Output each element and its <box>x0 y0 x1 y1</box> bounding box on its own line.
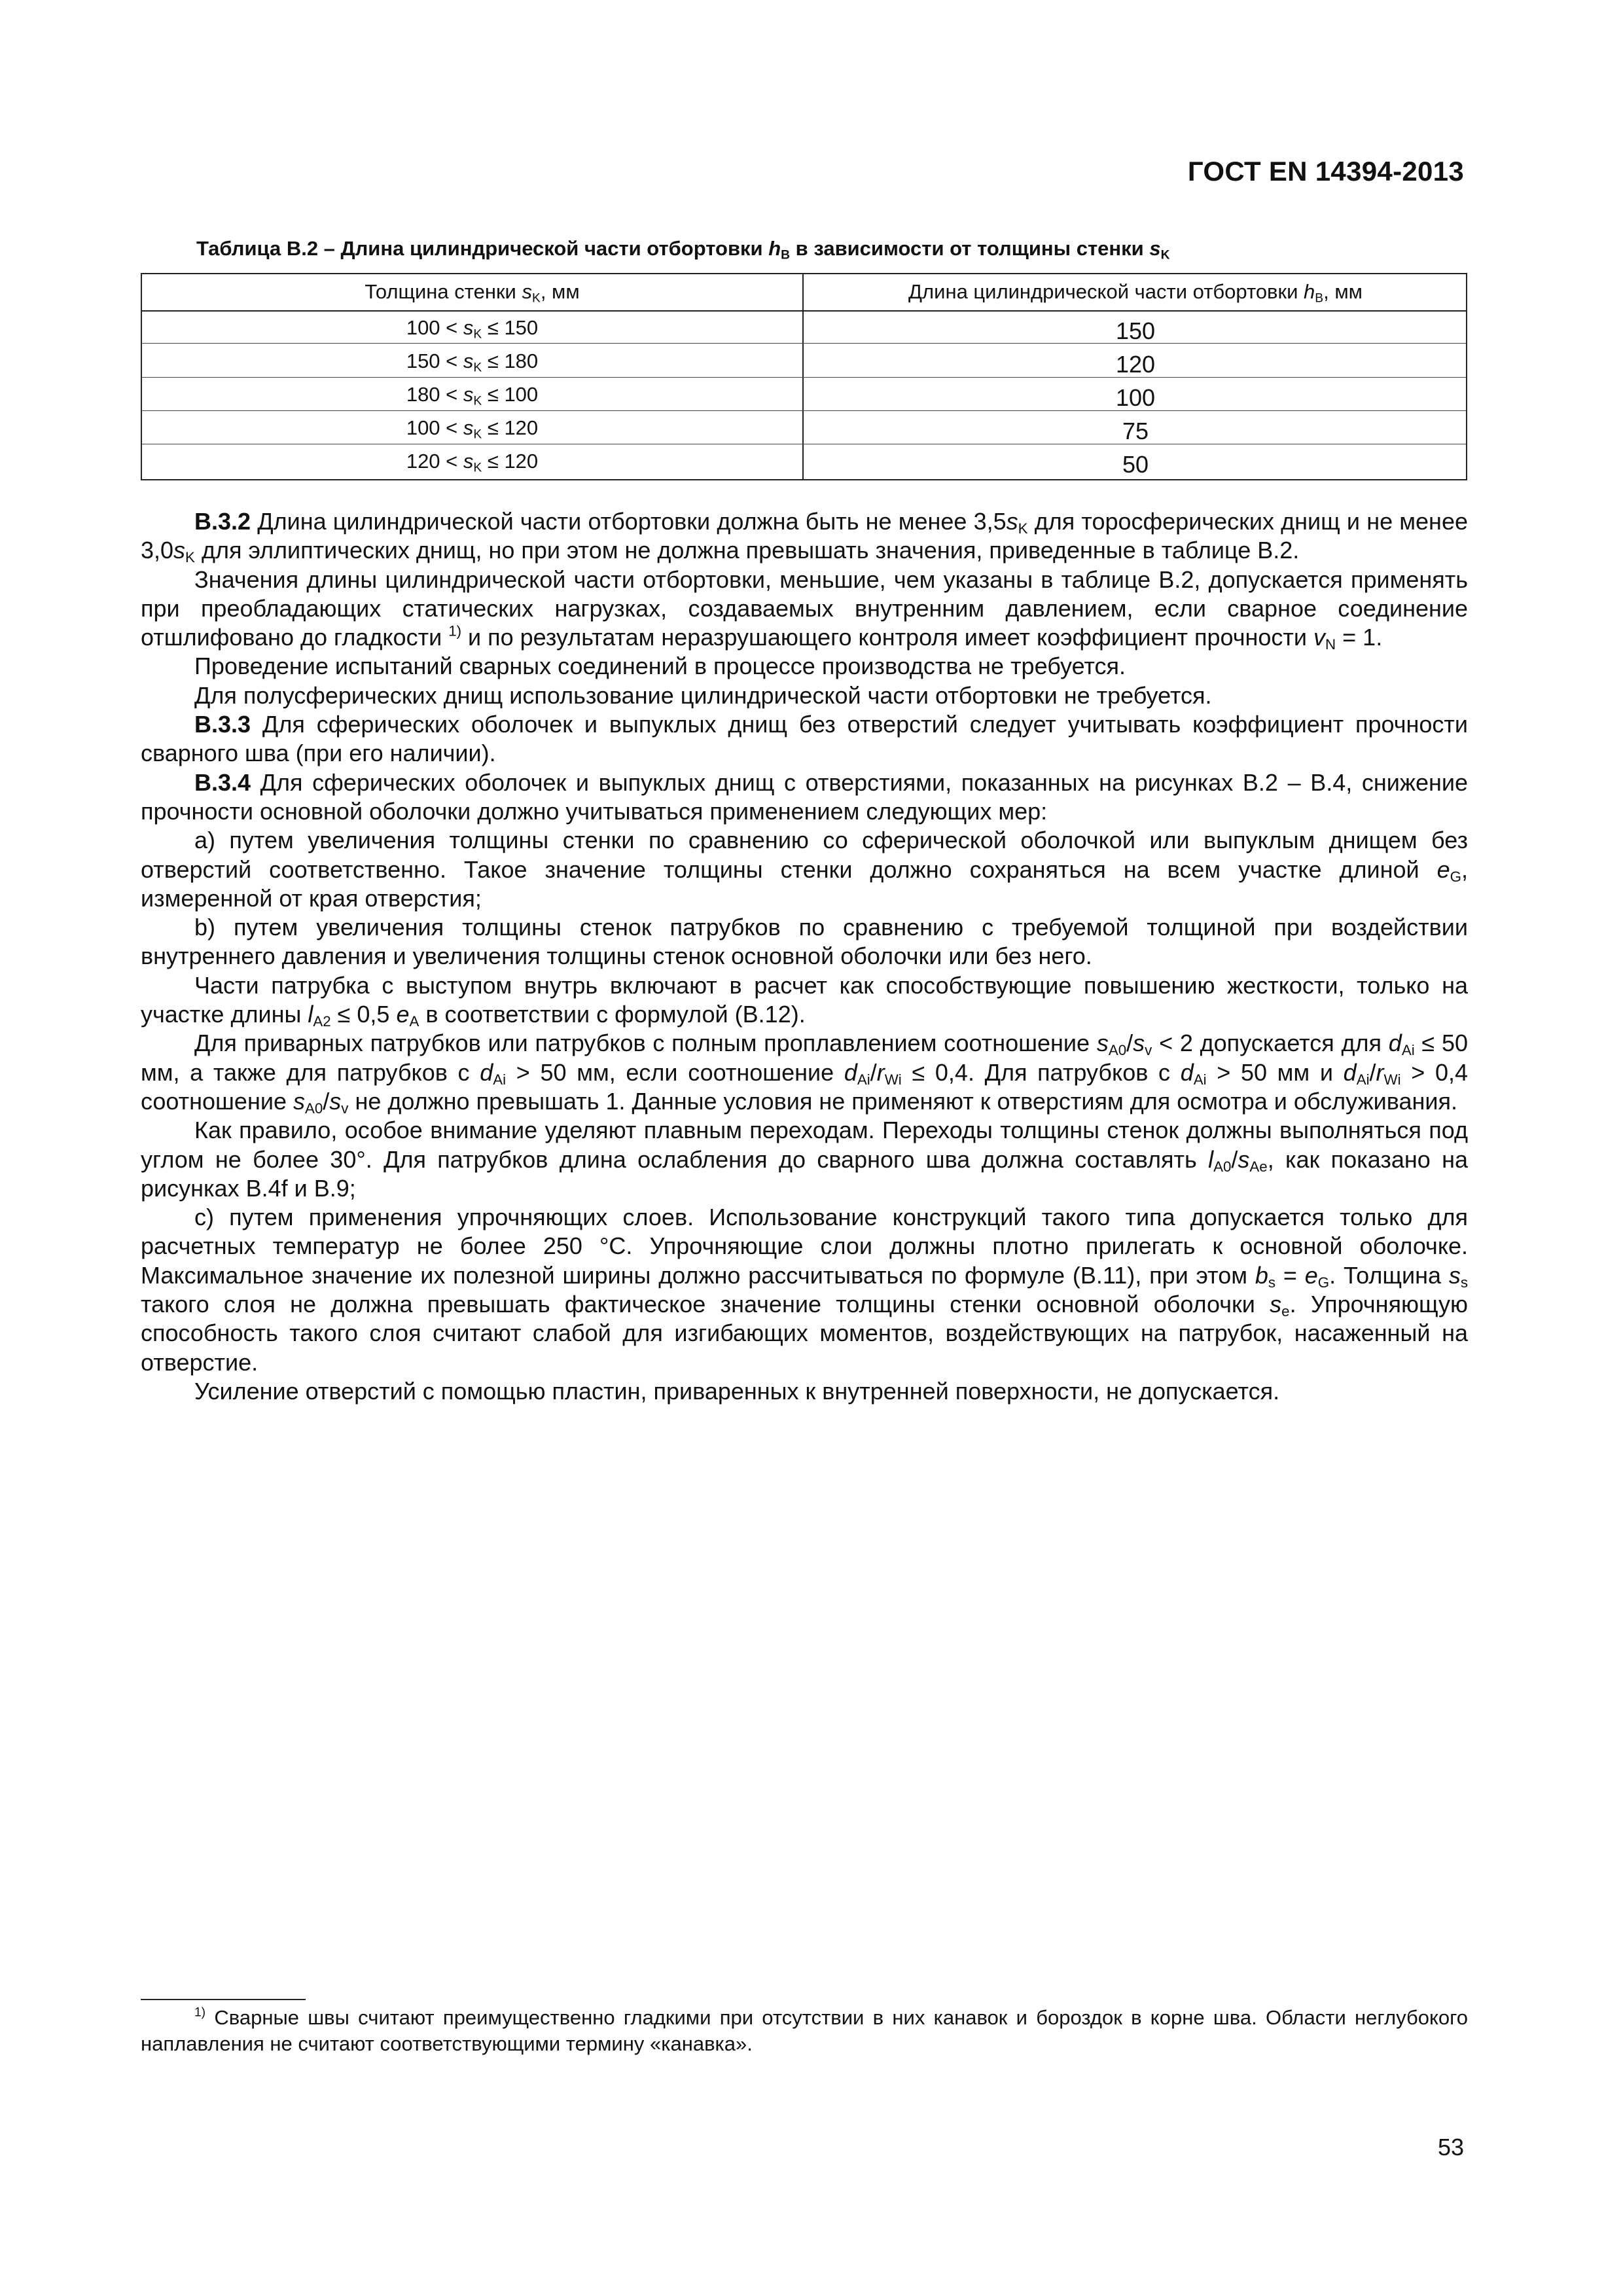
table-row-value: 150 <box>1115 317 1156 344</box>
table-row-value: 100 <box>1115 384 1156 411</box>
footnote: $^{1)}$ Сварные швы считают преимущественно гладкими при отсутствии в них канавок и бороздок в корне шва. Области неглубокого наплавления не считают соответствующими термину «канавка». <box>141 2005 1468 2055</box>
table-row-value: 75 <box>1122 418 1149 444</box>
paragraph: Значения длины цилиндрической части отбортовки, меньшие, чем указаны в таблице В.2, допускается применять при преобладающих статических нагрузках, создаваемых внутренним давлением, если сварное соединение отшлифовано до гладкости $^{1)}$ и по результатам неразрушающего контроля имеет коэффициент прочности $v_N = 1$. <box>141 565 1468 653</box>
table-row-range: $150 < s_K \le 180$ <box>406 350 539 375</box>
table-row-range: $100 < s_K \le 150$ <box>406 316 539 342</box>
standard-id: ГОСТ EN 14394-2013 <box>1187 156 1464 187</box>
paragraph: Проведение испытаний сварных соединений в процессе производства не требуется. <box>194 653 1126 680</box>
paragraph: Для полусферических днищ использование цилиндрической части отбортовки не требуется. <box>194 681 1212 709</box>
thickness-table <box>141 273 1467 480</box>
body-text <box>141 507 1468 1406</box>
footnote-divider <box>141 1999 306 2000</box>
paragraph: a) путем увеличения толщины стенки по сравнению со сферической оболочкой или выпуклым днищем без отверстий соответственно. Такое значение толщины стенки должно сохраняться на всем участке длиной $e_G$, измеренной от края отверстия; <box>141 827 1468 912</box>
footnote-ref[interactable]: 1) <box>448 622 462 639</box>
table-caption: Таблица В.2 – Длина цилиндрической части отбортовки $h_B$ в зависимости от толщины стенки $s_K$ <box>196 237 1170 262</box>
table-row-range: $120 < s_K \le 120$ <box>406 450 539 475</box>
table-header-length: Длина цилиндрической части отбортовки $h_B$, мм <box>908 280 1363 306</box>
table-header-thickness: Толщина стенки $s_K$, мм <box>365 280 580 306</box>
paragraph: Части патрубка с выступом внутрь включают в расчет как способствующие повышению жесткости, только на участке длины $l_{A2} \le 0,5$ $e_A$ в соответствии с формулой (В.12). <box>141 971 1468 1030</box>
paragraph: c) путем применения упрочняющих слоев. Использование конструкций такого типа допускается только для расчетных температур не более 250 °C. Упрочняющие слои должны плотно прилегать к основной оболочке. Максимальное значение их полезной ширины должно рассчитываться по формуле (В.11), при этом $b_s = e_G$. Толщина $s_s$ такого слоя не должна превышать фактическое значение толщины стенки основной оболочки $s_e$. Упрочняющую способность такого слоя считают слабой для изгибающих моментов, воздействующих на патрубок, насаженный на отверстие. <box>141 1204 1468 1376</box>
table-row-value: 50 <box>1122 451 1149 478</box>
table-row-value: 120 <box>1115 351 1156 378</box>
page-number: 53 <box>1437 2134 1464 2161</box>
paragraph: Для приварных патрубков или патрубков с полным проплавлением соотношение $s_{A0}/s_v < 2$ допускается для $d_{Ai} \le 50$ мм, а также для патрубков с $d_{Ai} > 50$ мм, если соотношение $d_{Ai}/r_{Wi} \le 0,4$. Для патрубков с $d_{Ai} > 50$ мм и $d_{Ai}/r_{Wi} > 0,4$ соотношение $s_{A0}/s_v$ не должно превышать 1. Данные условия не применяют к отверстиям для осмотра и обслуживания. <box>141 1030 1469 1117</box>
footnote-mark: 1) <box>194 2005 206 2020</box>
table-row-range: $100 < s_K \le 120$ <box>406 416 539 442</box>
paragraph: Как правило, особое внимание уделяют плавным переходам. Переходы толщины стенок должны выполняться под углом не более 30°. Для патрубков длина ослабления до сварного шва должна составлять $l_{A0}/s_{Ae}$, как показано на рисунках В.4f и В.9; <box>141 1117 1468 1202</box>
paragraph-b34: В.3.4 Для сферических оболочек и выпуклых днищ с отверстиями, показанных на рисунках В.2 – В.4, снижение прочности основной оболочки должно учитываться применением следующих мер: <box>141 768 1468 825</box>
paragraph: Усиление отверстий с помощью пластин, приваренных к внутренней поверхности, не допускается. <box>194 1377 1280 1405</box>
paragraph: b) путем увеличения толщины стенок патрубков по сравнению с требуемой толщиной при воздействии внутреннего давления и увеличения толщины стенок основной оболочки или без него. <box>141 914 1468 970</box>
paragraph-b33: В.3.3 Для сферических оболочек и выпуклых днищ без отверстий следует учитывать коэффициент прочности сварного шва (при его наличии). <box>141 711 1468 767</box>
table-row-range: $180 < s_K \le 100$ <box>406 383 539 408</box>
paragraph-b32: В.3.2 Длина цилиндрической части отбортовки должна быть не менее $3,5s_K$ для торосферических днищ и не менее $3,0s_K$ для эллиптических днищ, но при этом не должна превышать значения, приведенные в таблице В.2. <box>141 508 1468 566</box>
